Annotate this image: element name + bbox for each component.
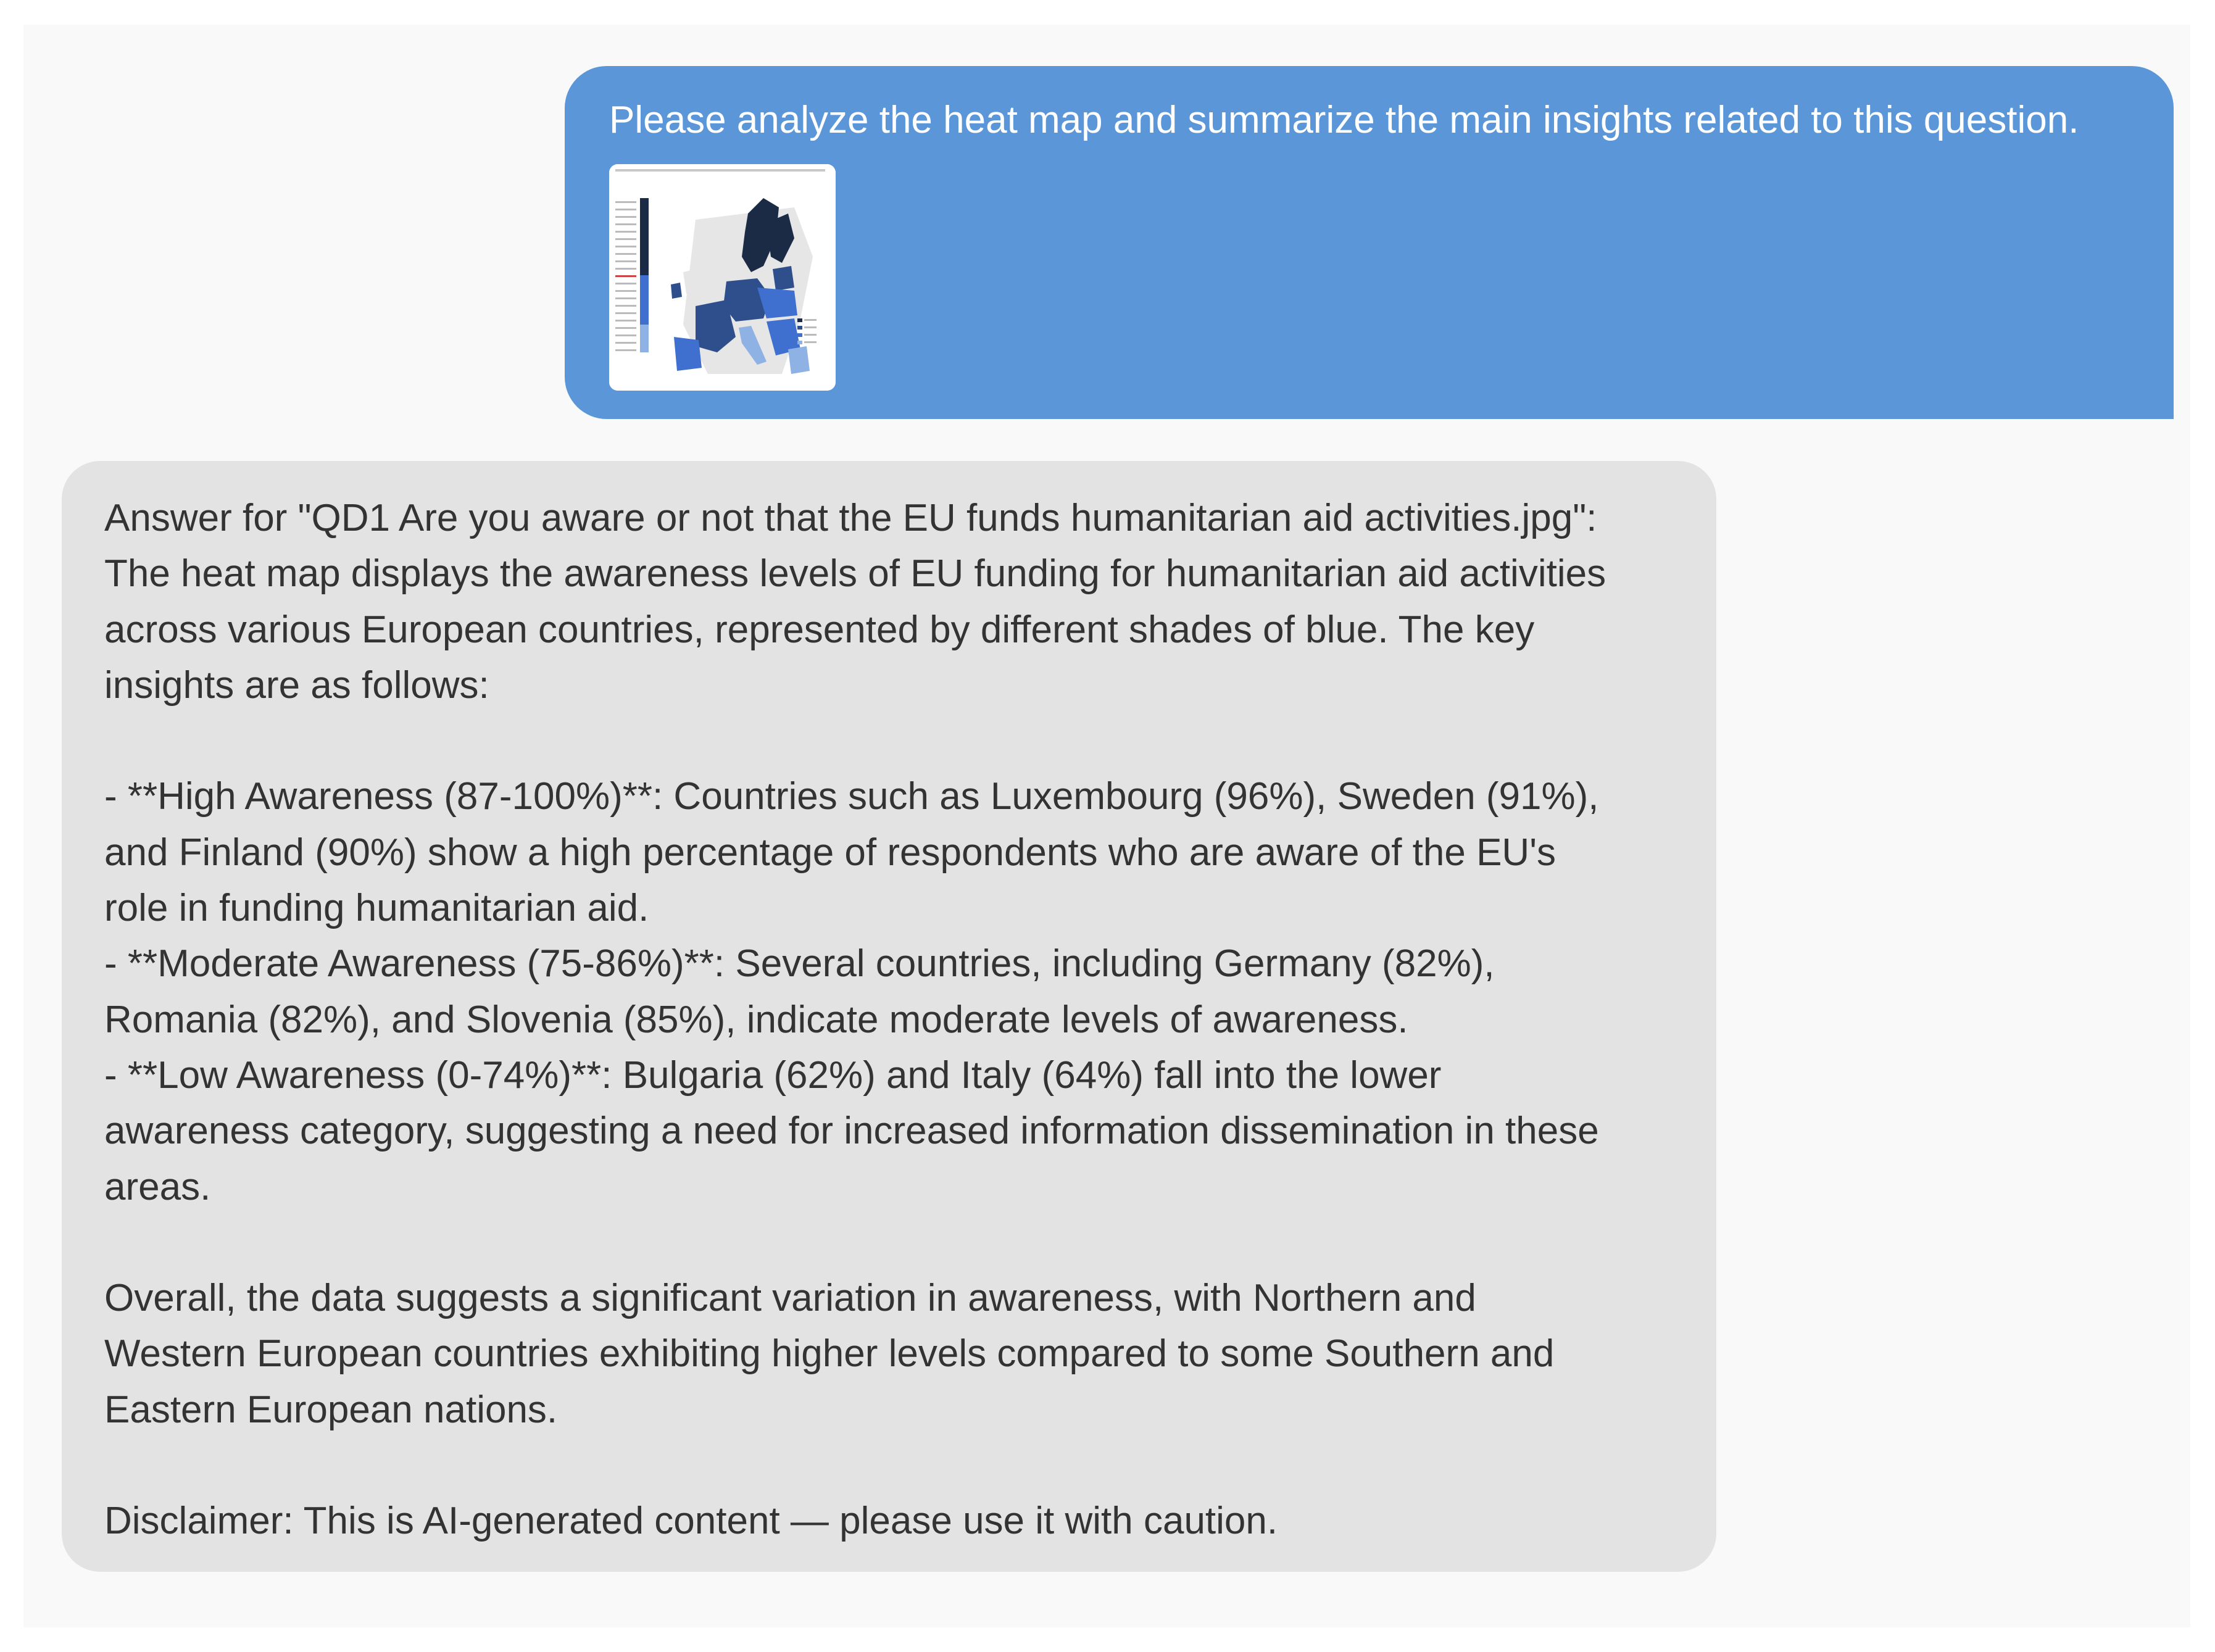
assistant-line: [104, 713, 1684, 769]
assistant-line: areas.: [104, 1165, 211, 1208]
assistant-line: insights are as follows:: [104, 663, 489, 707]
assistant-message-bubble: [62, 461, 1716, 1572]
assistant-line: [104, 1215, 1684, 1271]
assistant-line: Western European countries exhibiting higher levels compared to some Southern and: [104, 1332, 1555, 1376]
assistant-message-text: [104, 491, 1684, 1550]
assistant-line: Disclaimer: This is AI-generated content — please use it with caution.: [104, 1500, 1278, 1543]
heat-map-image: [609, 164, 836, 391]
assistant-line: - **Moderate Awareness (75-86%)**: Several countries, including Germany (82%),: [104, 942, 1495, 986]
assistant-line: awareness category, suggesting a need for increased information dissemination in these: [104, 1110, 1599, 1153]
heat-map-thumbnail[interactable]: [609, 164, 836, 391]
user-message-text: Please analyze the heat map and summarize the main insights related to this question.: [609, 99, 2079, 141]
assistant-line: Romania (82%), and Slovenia (85%), indicate moderate levels of awareness.: [104, 998, 1408, 1041]
assistant-line: The heat map displays the awareness levels of EU funding for humanitarian aid activities: [104, 552, 1606, 596]
assistant-line: Overall, the data suggests a significant variation in awareness, with Northern and: [104, 1277, 1476, 1320]
assistant-line: and Finland (90%) show a high percentage of respondents who are aware of the EU's: [104, 831, 1556, 874]
assistant-line: role in funding humanitarian aid.: [104, 887, 649, 930]
chat-panel: [23, 25, 2190, 1627]
user-message-bubble: [565, 66, 2174, 419]
assistant-line: Eastern European nations.: [104, 1388, 558, 1431]
assistant-line: - **High Awareness (87-100%)**: Countries such as Luxembourg (96%), Sweden (91%),: [104, 775, 1599, 818]
assistant-line: [104, 1438, 1684, 1493]
assistant-line: Answer for "QD1 Are you aware or not that the EU funds humanitarian aid activities.jpg":: [104, 497, 1597, 539]
assistant-line: across various European countries, represented by different shades of blue. The key: [104, 608, 1535, 651]
assistant-line: - **Low Awareness (0-74%)**: Bulgaria (62%) and Italy (64%) fall into the lower: [104, 1053, 1442, 1097]
